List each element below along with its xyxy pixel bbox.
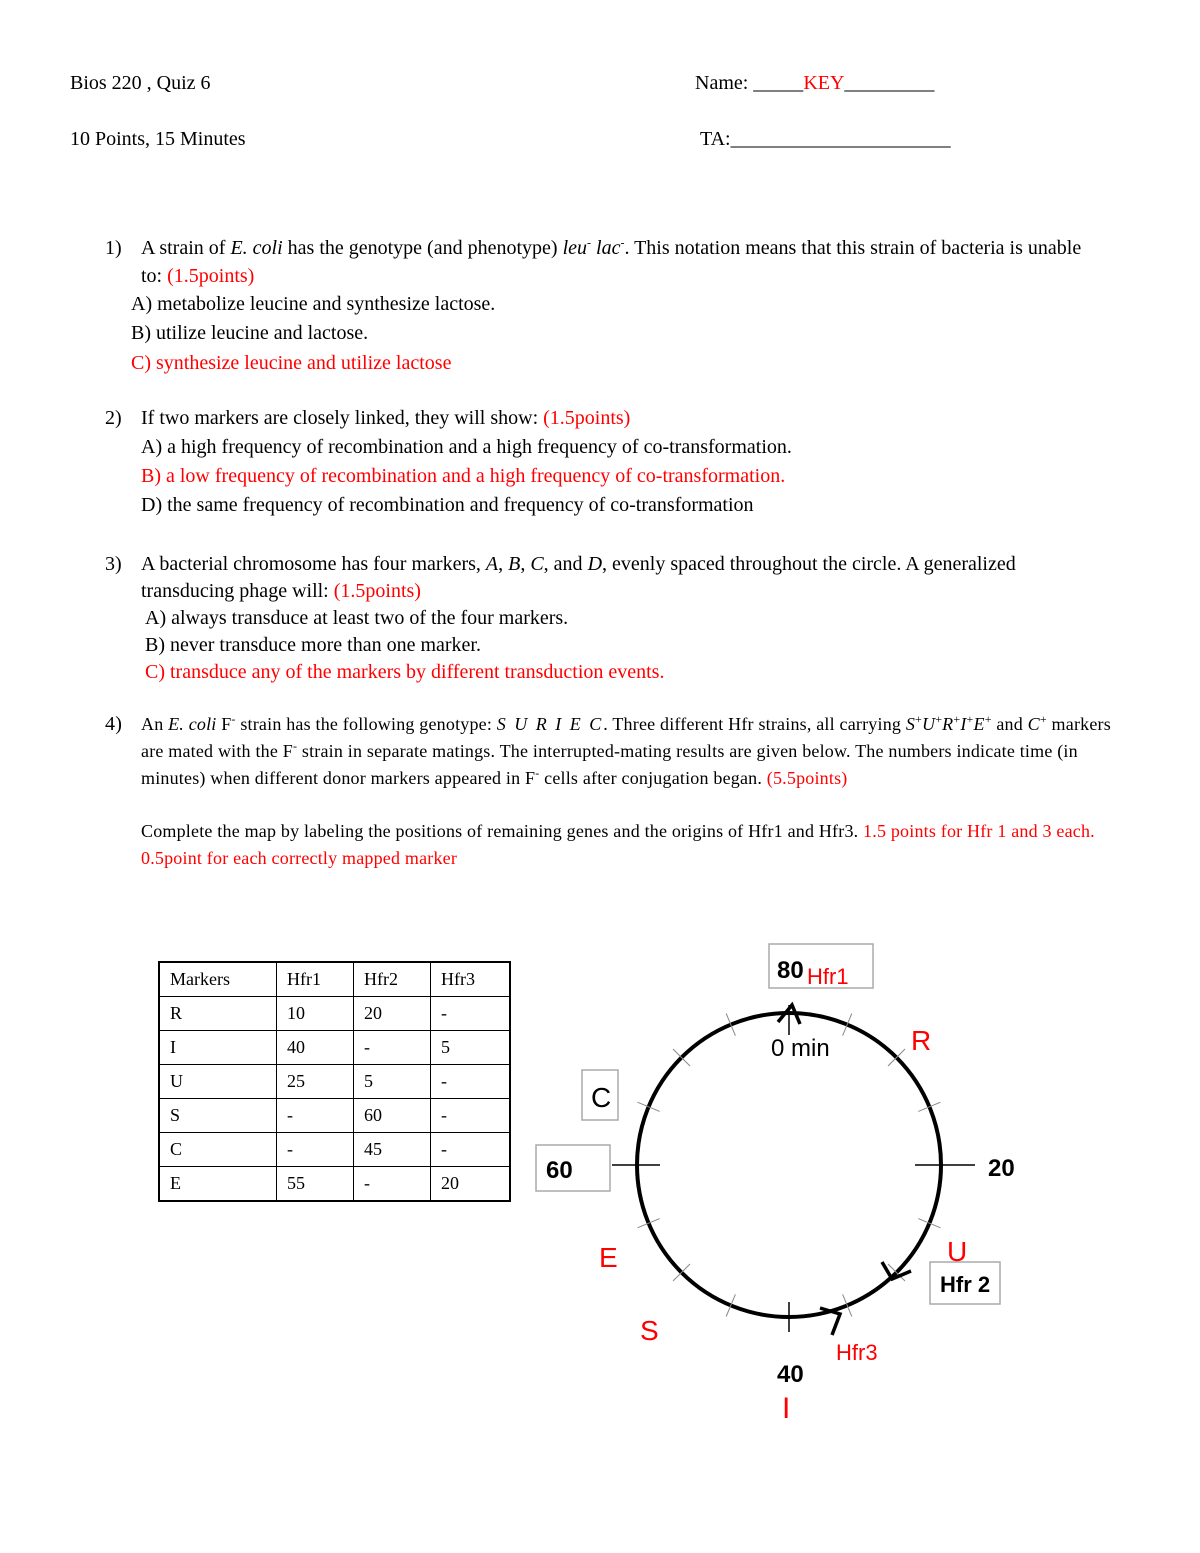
label-80: 80 [777,957,804,984]
table-cell: - [354,1167,431,1202]
label-c: C [591,1082,612,1113]
label-20: 20 [988,1155,1015,1182]
option-b: B) never transduce more than one marker. [145,634,481,656]
option-d: D) the same frequency of recombination and frequency of co-transformation [141,494,754,516]
label-0-min: 0 min [771,1035,830,1062]
question-number: 3) [105,553,122,575]
instruction-text: Complete the map by labeling the positions of remaining genes and the origins of Hfr1 and Hfr3. [141,821,864,841]
superscript-plus: + [915,712,922,726]
table-cell: 45 [354,1133,431,1167]
points-value: (1.5points) [333,580,421,602]
donor-marker: E [973,714,985,734]
stem-text: . This notation means that this strain of bacteria is unable to: [141,237,1082,287]
label-i: I [782,1392,791,1425]
marker-a: A [485,553,499,575]
label-e: E [599,1242,618,1273]
option-b: B) utilize leucine and lactose. [131,322,369,344]
table-cell-marker: U [159,1065,277,1099]
stem-text: . Three different Hfr strains, all carrying [603,714,906,734]
stem-text: If two markers are closely linked, they will show: [141,407,544,429]
marker-d: D [587,553,603,575]
table-cell-marker: E [159,1167,277,1202]
table-cell: - [431,1133,511,1167]
table-cell-marker: Markers [159,962,277,997]
superscript-minus: - [587,235,592,250]
stem-text: markers are mated with the F [141,714,1111,761]
table-cell: 5 [354,1065,431,1099]
points-value: (1.5points) [167,265,255,287]
table-cell-marker: S [159,1099,277,1133]
table-cell: - [431,997,511,1031]
stem-text: and [991,714,1028,734]
superscript-plus: + [1039,712,1047,726]
label-60: 60 [546,1157,573,1184]
table-cell-marker: C [159,1133,277,1167]
superscript-plus: + [966,712,974,726]
name-label: Name: _____ [695,72,804,94]
grading-note: 1.5 points for Hfr 1 and 3 each. 0.5point for each correctly mapped marker [141,821,1095,868]
table-cell: 10 [277,997,354,1031]
question-number: 1) [105,237,122,259]
stem-text: , evenly spaced throughout the circle. A generalized transducing phage will: [141,553,1016,602]
question-body [141,711,1111,872]
question-body [141,551,1101,686]
option-c-answer: C) synthesize leucine and utilize lactose [131,352,452,374]
table-row [159,1065,510,1099]
superscript-plus: + [953,712,961,726]
superscript-minus: - [231,712,236,726]
recipient-genotype: S U R I E C [496,714,604,734]
stem-text: has the genotype (and phenotype) [282,237,563,259]
course-title: Bios 220 , Quiz 6 [70,72,211,94]
options-list [131,290,1091,377]
question-number: 4) [105,713,123,735]
table-cell-marker: R [159,997,277,1031]
superscript-minus: - [620,235,625,250]
stem-text: cells after conjugation began. [539,768,767,788]
option-c-answer: C) transduce any of the markers by different transduction events. [145,661,665,683]
chromosome-map [520,930,1040,1450]
ta-line: TA:______________________ [700,128,951,150]
superscript-minus: - [292,739,298,753]
points-value: (5.5points) [766,768,848,788]
label-u: U [947,1236,968,1267]
genotype-lac: lac [596,237,621,259]
stem-text: strain in separate matings. The interrupted-mating results are given below. The numbers indicate time (in minutes) when different donor markers appeared in F [141,741,1078,788]
table-cell: 60 [354,1099,431,1133]
stem-text: strain has the following genotype: [235,714,497,734]
table-cell: 25 [277,1065,354,1099]
donor-marker: R [942,714,954,734]
question-number: 2) [105,407,122,429]
table-cell: 20 [354,997,431,1031]
table-cell: Hfr1 [277,962,354,997]
label-r: R [911,1025,932,1056]
marker-c: C [530,553,544,575]
stem-text: F [216,714,232,734]
option-a: A) always transduce at least two of the four markers. [145,607,569,629]
table-cell: Hfr2 [354,962,431,997]
table-cell: - [277,1133,354,1167]
superscript-plus: + [984,712,992,726]
option-a: A) metabolize leucine and synthesize lactose. [131,293,496,315]
name-value: KEY [803,72,845,94]
table-body [159,962,510,1201]
stem-text: A bacterial chromosome has four markers, [141,553,486,575]
table-row [159,1099,510,1133]
points-time: 10 Points, 15 Minutes [70,128,246,150]
donor-marker: U [921,714,936,734]
instructions [141,818,1111,872]
table-cell: 55 [277,1167,354,1202]
table-cell: Hfr3 [431,962,511,997]
table-header-row [159,962,510,997]
option-b-answer: B) a low frequency of recombination and a high frequency of co-transformation. [141,465,786,487]
interrupted-mating-table [158,961,511,1202]
superscript-minus: - [535,766,540,780]
name-tail: _________ [844,72,935,94]
table-cell: 5 [431,1031,511,1065]
question-body [141,234,1101,290]
separator: , [498,553,509,575]
donor-marker: S [905,714,916,734]
question-body [141,404,1101,519]
table-cell: - [431,1065,511,1099]
table-cell: - [354,1031,431,1065]
separator: , and [543,553,588,575]
table-cell: 40 [277,1031,354,1065]
table-cell-marker: I [159,1031,277,1065]
label-hfr1: Hfr1 [807,964,849,989]
stem-text: A strain of [141,237,231,259]
stem-text: An [141,714,169,734]
label-40: 40 [777,1361,804,1388]
table-row [159,1031,510,1065]
table-row [159,997,510,1031]
label-s: S [640,1315,659,1346]
table-cell: - [431,1099,511,1133]
table-row [159,1167,510,1202]
species-name: E. coli [168,714,217,734]
option-a: A) a high frequency of recombination and a high frequency of co-transformation. [141,436,792,458]
marker-b: B [508,553,521,575]
label-hfr3: Hfr3 [836,1340,878,1365]
table-cell: 20 [431,1167,511,1202]
points-value: (1.5points) [543,407,631,429]
name-line [695,72,934,95]
donor-marker: C [1027,714,1040,734]
species-name: E. coli [230,237,283,259]
superscript-plus: + [935,712,943,726]
separator: , [520,553,531,575]
table-row [159,1133,510,1167]
label-hfr2: Hfr 2 [940,1272,991,1297]
donor-marker: I [960,714,967,734]
genotype-leu: leu [562,237,588,259]
table-cell: - [277,1099,354,1133]
